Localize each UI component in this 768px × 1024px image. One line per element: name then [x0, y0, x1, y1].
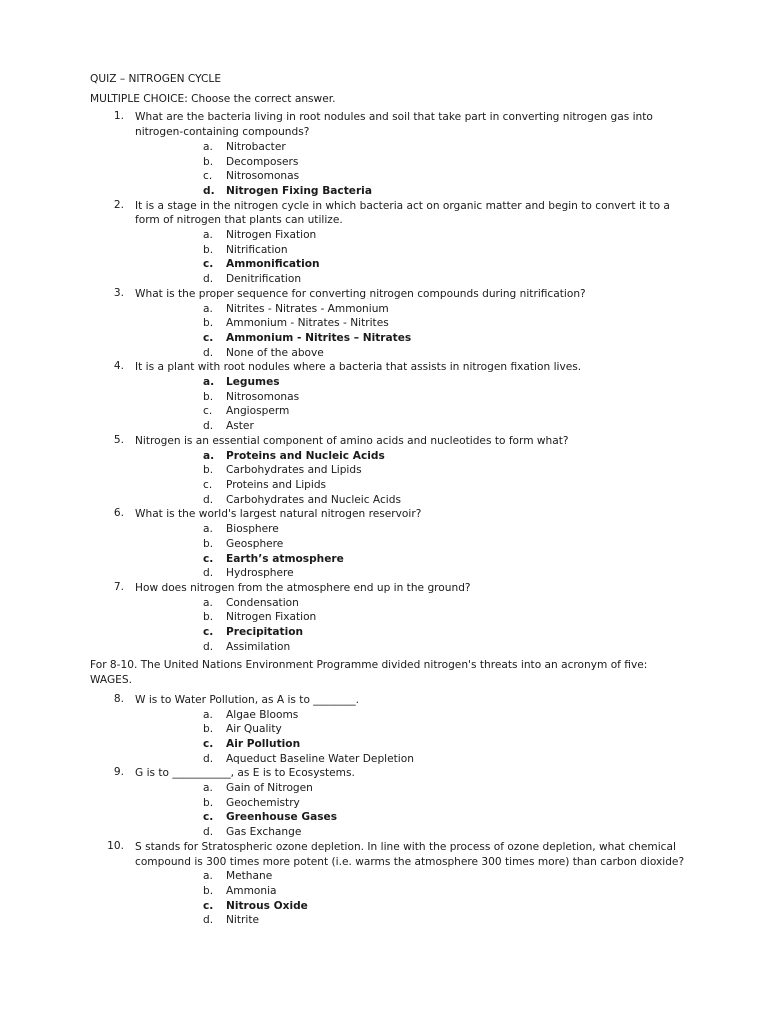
answer-options [135, 302, 690, 361]
answer-option [135, 478, 690, 493]
answer-option [135, 243, 690, 258]
option-text: Biosphere [226, 523, 279, 536]
answer-option [135, 390, 690, 405]
answer-options [135, 708, 690, 767]
option-letter: a. [203, 376, 215, 389]
option-text: Nitrogen Fixing Bacteria [226, 184, 372, 197]
option-text: Ammonia [226, 884, 277, 897]
option-letter: a. [203, 140, 213, 153]
question-text: What are the bacteria living in root nodules and soil that take part in converting nitrogen gas into nitrogen-containing compounds? [135, 111, 653, 139]
answer-option-correct [135, 449, 690, 464]
question-10 [90, 840, 690, 928]
question-8 [90, 693, 690, 767]
answer-option-correct [135, 625, 690, 640]
option-text: Ammonium - Nitrates - Nitrites [226, 317, 389, 330]
answer-option [135, 522, 690, 537]
answer-option [135, 419, 690, 434]
answer-option [135, 913, 690, 928]
option-letter: d. [203, 826, 214, 839]
option-letter: a. [203, 449, 215, 462]
answer-option [135, 169, 690, 184]
answer-option-correct [135, 899, 690, 914]
answer-option [135, 796, 690, 811]
option-text: None of the above [226, 346, 324, 359]
answer-option [135, 463, 690, 478]
option-letter: b. [203, 611, 214, 624]
option-letter: d. [203, 640, 214, 653]
option-text: Earth’s atmosphere [226, 552, 344, 565]
option-text: Air Pollution [226, 737, 301, 750]
question-text: Nitrogen is an essential component of amino acids and nucleotides to form what? [135, 434, 569, 447]
question-number: 6. [113, 507, 124, 520]
option-letter: d. [203, 567, 214, 580]
question-9 [90, 766, 690, 840]
option-letter: c. [203, 258, 214, 271]
option-text: Proteins and Lipids [226, 478, 327, 491]
option-text: Condensation [226, 596, 299, 609]
question-number: 9. [113, 766, 124, 779]
answer-option-correct [135, 184, 690, 199]
option-text: Nitrobacter [226, 140, 286, 153]
answer-option [135, 752, 690, 767]
instructions: MULTIPLE CHOICE: Choose the correct answer. [90, 92, 336, 105]
option-letter: a. [203, 782, 213, 795]
option-letter: b. [203, 155, 214, 168]
answer-options [135, 228, 690, 287]
option-text: Angiosperm [226, 405, 290, 418]
question-number: 3. [113, 286, 124, 299]
option-letter: b. [203, 537, 214, 550]
question-4 [90, 360, 690, 434]
option-text: Carbohydrates and Lipids [226, 464, 362, 477]
answer-option [135, 302, 690, 317]
answer-option [135, 493, 690, 508]
answer-option-correct [135, 257, 690, 272]
option-letter: c. [203, 811, 214, 824]
answer-option [135, 825, 690, 840]
option-text: Assimilation [226, 640, 291, 653]
option-letter: c. [203, 737, 214, 750]
question-text: It is a stage in the nitrogen cycle in which bacteria act on organic matter and begin to convert it to a form of nitrogen that plants can utilize. [135, 199, 670, 227]
option-text: Greenhouse Gases [226, 811, 338, 824]
option-text: Hydrosphere [226, 567, 294, 580]
option-letter: d. [203, 493, 214, 506]
answer-option-correct [135, 552, 690, 567]
answer-option-correct [135, 810, 690, 825]
answer-options [135, 596, 690, 655]
question-list-part-2 [90, 693, 690, 928]
question-text: It is a plant with root nodules where a bacteria that assists in nitrogen fixation lives. [135, 361, 582, 374]
option-letter: b. [203, 317, 214, 330]
answer-option [135, 404, 690, 419]
answer-option-correct [135, 375, 690, 390]
answer-option [135, 228, 690, 243]
answer-option [135, 537, 690, 552]
option-letter: b. [203, 723, 214, 736]
option-text: Nitrogen Fixation [226, 229, 317, 242]
option-text: Methane [226, 870, 273, 883]
option-text: Ammonification [226, 258, 320, 271]
answer-option [135, 722, 690, 737]
section-note: For 8-10. The United Nations Environment Programme divided nitrogen's threats into an acronym of five: WAGES. [90, 659, 648, 687]
question-7 [90, 581, 690, 655]
option-text: Nitrites - Nitrates - Ammonium [226, 302, 389, 315]
option-text: Gas Exchange [226, 826, 302, 839]
question-text: W is to Water Pollution, as A is to ________. [135, 693, 360, 706]
option-text: Nitrosomonas [226, 390, 300, 403]
question-number: 10. [107, 839, 124, 852]
option-letter: d. [203, 346, 214, 359]
question-number: 5. [113, 433, 124, 446]
option-text: Nitrification [226, 243, 288, 256]
option-letter: d. [203, 420, 214, 433]
option-text: Decomposers [226, 155, 299, 168]
option-letter: a. [203, 870, 213, 883]
answer-option [135, 316, 690, 331]
option-text: Geosphere [226, 537, 284, 550]
option-letter: a. [203, 596, 213, 609]
answer-options [135, 375, 690, 434]
option-letter: a. [203, 229, 213, 242]
answer-option [135, 155, 690, 170]
answer-options [135, 140, 690, 199]
answer-option [135, 884, 690, 899]
answer-option [135, 708, 690, 723]
option-text: Ammonium - Nitrites – Nitrates [226, 331, 412, 344]
question-text: How does nitrogen from the atmosphere end up in the ground? [135, 581, 471, 594]
option-letter: d. [203, 914, 214, 927]
option-text: Carbohydrates and Nucleic Acids [226, 493, 401, 506]
option-text: Proteins and Nucleic Acids [226, 449, 385, 462]
option-letter: a. [203, 708, 213, 721]
option-text: Aster [226, 420, 254, 433]
question-5 [90, 434, 690, 508]
option-letter: d. [203, 184, 215, 197]
question-text: G is to ___________, as E is to Ecosystems. [135, 767, 355, 780]
option-text: Gain of Nitrogen [226, 782, 313, 795]
question-text: What is the world's largest natural nitrogen reservoir? [135, 508, 422, 521]
question-list [90, 110, 690, 654]
option-text: Algae Blooms [226, 708, 299, 721]
answer-option [135, 640, 690, 655]
answer-option [135, 610, 690, 625]
answer-options [135, 522, 690, 581]
option-letter: b. [203, 243, 214, 256]
question-number: 2. [113, 198, 124, 211]
question-1 [90, 110, 690, 198]
answer-options [135, 449, 690, 508]
option-letter: b. [203, 390, 214, 403]
answer-option [135, 596, 690, 611]
option-text: Precipitation [226, 626, 304, 639]
option-text: Nitrogen Fixation [226, 611, 317, 624]
option-letter: b. [203, 796, 214, 809]
question-number: 8. [113, 692, 124, 705]
option-letter: d. [203, 273, 214, 286]
option-letter: c. [203, 626, 214, 639]
option-letter: c. [203, 405, 213, 418]
quiz-document [90, 72, 690, 928]
option-text: Denitrification [226, 273, 302, 286]
page-title: QUIZ – NITROGEN CYCLE [90, 73, 222, 85]
answer-option [135, 346, 690, 361]
option-letter: c. [203, 331, 214, 344]
option-letter: b. [203, 464, 214, 477]
answer-option [135, 140, 690, 155]
option-letter: c. [203, 478, 213, 491]
option-letter: c. [203, 899, 214, 912]
question-6 [90, 507, 690, 581]
answer-option [135, 566, 690, 581]
option-text: Geochemistry [226, 796, 300, 809]
question-2 [90, 199, 690, 287]
option-text: Aqueduct Baseline Water Depletion [226, 752, 414, 765]
question-number: 4. [113, 360, 124, 373]
option-text: Legumes [226, 376, 280, 389]
option-letter: d. [203, 752, 214, 765]
answer-options [135, 781, 690, 840]
question-number: 1. [113, 110, 124, 123]
option-text: Nitrous Oxide [226, 899, 308, 912]
answer-option [135, 272, 690, 287]
answer-option-correct [135, 331, 690, 346]
question-text: What is the proper sequence for converting nitrogen compounds during nitrification? [135, 287, 586, 300]
option-letter: a. [203, 302, 213, 315]
question-text: S stands for Stratospheric ozone depletion. In line with the process of ozone depletion, what chemical compound is 300 times more potent (i.e. warms the atmosphere 300 times more) than carbon dioxide? [135, 840, 685, 868]
option-text: Nitrosomonas [226, 170, 300, 183]
question-number: 7. [113, 580, 124, 593]
option-letter: c. [203, 170, 213, 183]
option-letter: b. [203, 884, 214, 897]
answer-options [135, 869, 690, 928]
answer-option-correct [135, 737, 690, 752]
answer-option [135, 781, 690, 796]
question-3 [90, 287, 690, 361]
option-text: Air Quality [226, 723, 282, 736]
option-letter: a. [203, 523, 213, 536]
option-text: Nitrite [226, 914, 259, 927]
answer-option [135, 869, 690, 884]
option-letter: c. [203, 552, 214, 565]
